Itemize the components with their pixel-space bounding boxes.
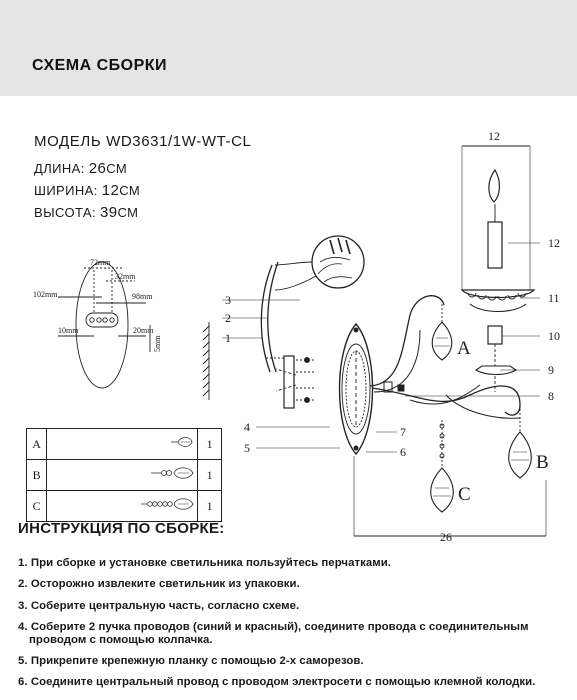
part-picture (47, 460, 198, 491)
dim-length-label: 26 (440, 530, 452, 544)
model-code: WD3631/1W-WT-CL (106, 133, 252, 150)
plate-hole (90, 318, 94, 322)
dim-20: 20mm (133, 326, 154, 335)
label-2: 2 (225, 311, 231, 325)
step-number: 6. (18, 676, 28, 689)
letter-b: B (536, 452, 549, 473)
spec-length-label: ДЛИНА: (34, 161, 85, 176)
step-text: Соберите 2 пучка проводов (синий и красный), соедините провода с соединительным (30, 620, 529, 633)
part-qty: 1 (198, 491, 222, 522)
instructions-title: ИНСТРУКЦИЯ ПО СБОРКЕ: (18, 520, 225, 537)
dim-98: 98mm (132, 292, 153, 301)
list-item (18, 600, 574, 613)
parts-table (26, 428, 222, 522)
label-3: 3 (225, 293, 231, 307)
table-row (27, 491, 222, 522)
list-item (18, 621, 574, 647)
dim-5: 5mm (153, 335, 162, 352)
letter-c: C (458, 484, 471, 505)
letter-a: A (457, 338, 471, 359)
dim-32: 32mm (115, 272, 136, 281)
spec-width-unit: СМ (119, 183, 141, 198)
label-7: 7 (400, 425, 406, 439)
step-number: 5. (18, 655, 28, 668)
list-item (18, 557, 574, 570)
spec-length-value: 26 (88, 160, 107, 177)
spec-height-value: 39 (100, 204, 118, 221)
mounting-plate-drawing (33, 258, 162, 388)
step-text: Прикрепите крепежную планку с помощью 2-х саморезов. (30, 655, 364, 668)
label-8: 8 (548, 389, 554, 403)
part-picture (47, 429, 198, 460)
step-number: 4. (18, 620, 28, 633)
list-item (18, 578, 574, 591)
dim-10: 10mm (58, 326, 79, 335)
crystal-drop-b (509, 405, 532, 478)
label-1: 1 (225, 331, 231, 345)
list-item (18, 676, 574, 689)
page-title: СХЕМА СБОРКИ (32, 57, 168, 74)
model-label: МОДЕЛЬ (34, 133, 102, 150)
dim-width-label: 12 (488, 129, 500, 143)
plate-hole (103, 318, 107, 322)
crystal-a-icon (47, 429, 197, 455)
part-letter: C (27, 491, 47, 522)
step-text-continued: проводом с помощью колпачка. (29, 633, 213, 646)
plate-hole (97, 318, 101, 322)
step-text: Соедините центральный провод с проводом электросети с помощью клемной колодки. (30, 676, 536, 689)
step-text: Соберите центральную часть, согласно схеме. (30, 599, 300, 612)
label-11: 11 (548, 291, 560, 305)
label-5: 5 (244, 441, 250, 455)
label-10: 10 (548, 329, 560, 343)
dim-102: 102mm (33, 290, 58, 299)
crystal-letters (457, 338, 549, 505)
plate-hole (110, 318, 114, 322)
candle-assembly (462, 170, 534, 392)
crystal-b-icon (47, 460, 197, 486)
part-qty: 1 (198, 429, 222, 460)
step-number: 3. (18, 599, 28, 612)
table-row (27, 429, 222, 460)
step-text: Осторожно извлеките светильник из упаковки. (30, 578, 300, 591)
part-qty: 1 (198, 460, 222, 491)
wire-detail-magnifier (275, 236, 364, 290)
spec-length-unit: СМ (106, 161, 128, 176)
label-9: 9 (548, 363, 554, 377)
part-letter: A (27, 429, 47, 460)
plate-slot (86, 313, 118, 327)
part-picture (47, 491, 198, 522)
spec-width-label: ШИРИНА: (34, 183, 98, 198)
spec-width-value: 12 (101, 182, 120, 199)
step-text: При сборке и установке светильника пользуйтесь перчатками. (30, 557, 391, 569)
decorative-oval-frame (340, 324, 373, 454)
wall-hatch (203, 322, 209, 400)
spec-height-label: ВЫСОТА: (34, 205, 96, 220)
label-6: 6 (400, 445, 406, 459)
diagram-numbers (225, 129, 560, 544)
table-row (27, 460, 222, 491)
wall-backplate (261, 262, 316, 408)
dim-72: 72mm (90, 258, 111, 267)
crystal-c-icon (47, 491, 197, 517)
crystal-drop-c (431, 420, 454, 512)
part-letter: B (27, 460, 47, 491)
step-number: 2. (18, 578, 28, 591)
instructions-list (18, 557, 574, 698)
step-number: 1. (18, 557, 28, 569)
list-item (18, 655, 574, 668)
label-4: 4 (244, 420, 250, 434)
crystal-drop-a (432, 300, 452, 360)
spec-height-unit: СМ (117, 205, 139, 220)
label-12: 12 (548, 236, 560, 250)
